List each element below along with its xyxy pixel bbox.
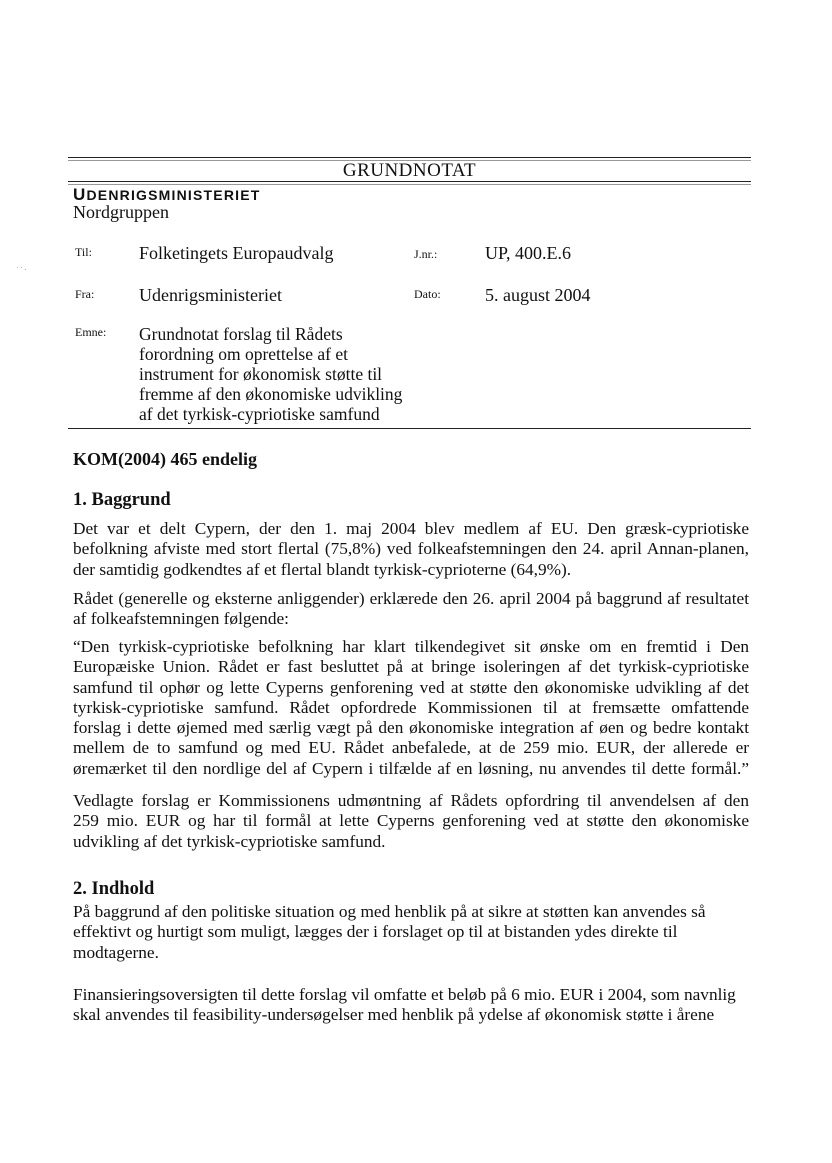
text-line: Det var et delt Cypern, der den 1. maj 2004 blev medlem af EU. Den græsk-cypriotiske <box>73 519 749 538</box>
subject-line: Grundnotat forslag til Rådets <box>139 324 343 344</box>
quote-paragraph <box>73 637 749 779</box>
jnr-label: J.nr.: <box>414 247 438 261</box>
paragraph <box>73 985 749 1026</box>
paragraph <box>73 589 749 630</box>
text-line: Rådet (generelle og eksterne anliggender) erklærede den 26. april 2004 på baggrund af resultatet <box>73 589 749 608</box>
text-line: Europæiske Union. Rådet er fast besluttet på at bringe isoleringen af det tyrkisk-cypriotiske <box>73 657 749 677</box>
text-line: der samtidig godkendtes af et flertal blandt tyrkisk-cyprioterne (64,9%). <box>73 559 572 579</box>
jnr-value: UP, 400.E.6 <box>485 243 572 263</box>
paragraph <box>73 519 749 580</box>
text-line: forslag i dette øjemed med særlig vægt på den økonomiske integration af øen og bedre kontakt <box>73 718 749 738</box>
scan-speck: ˙ ˙ · <box>16 266 27 274</box>
text-line: “Den tyrkisk-cypriotiske befolkning har klart tilkendegivet sit ønske om en fremtid i Den <box>73 637 749 656</box>
text-line: udvikling af det tyrkisk-cypriotiske samfund. <box>73 831 386 851</box>
text-line: effektivt og hurtigt som muligt, lægges der i forslaget op til at bistanden ydes direkte til <box>73 922 678 942</box>
section-heading: 2. Indhold <box>73 879 155 899</box>
paragraph <box>73 791 749 852</box>
subject-line: fremme af den økonomiske udvikling <box>139 384 403 404</box>
header-bottom-rule <box>68 428 751 429</box>
subject-line: instrument for økonomisk støtte til <box>139 364 383 384</box>
text-line: skal anvendes til feasibility-undersøgelser med henblik på ydelse af økonomisk støtte i årene <box>73 1005 715 1025</box>
top-rule <box>68 157 751 158</box>
ministry-name: UDENRIGSMINISTERIET <box>73 185 261 204</box>
to-label: Til: <box>75 245 92 259</box>
to-value: Folketingets Europaudvalg <box>139 243 334 263</box>
text-line: Finansieringsoversigten til dette forslag vil omfatte et beløb på 6 mio. EUR i 2004, som navnlig <box>73 985 736 1004</box>
text-line: befolkning afviste med stort flertal (75,8%) ved folkeafstemningen den 24. april Annan-planen, <box>73 539 749 559</box>
subject-line: af det tyrkisk-cypriotiske samfund <box>139 404 380 424</box>
paragraph <box>73 902 749 963</box>
text-line: øremærket til den nordlige del af Cypern i tilfælde af en løsning, nu anvendes til dette formål.” <box>73 758 749 778</box>
subject-text <box>139 324 429 424</box>
from-value: Udenrigsministeriet <box>139 285 282 305</box>
text-line: 259 mio. EUR og har til formål at lette Cyperns genforening ved at støtte den økonomiske <box>73 811 749 831</box>
text-line: tyrkisk-cypriotiske samfund. Rådet opfordrede Kommissionen til at fremsætte omfattende <box>73 697 749 717</box>
text-line: mellem de to samfund og med EU. Rådet anbefalede, at de 259 mio. EUR, der allerede er <box>73 738 749 758</box>
from-label: Fra: <box>75 287 95 301</box>
text-line: samfund til ophør og lette Cyperns genforening ved at støtte den økonomiske udvikling af det <box>73 677 749 697</box>
section-heading: 1. Baggrund <box>73 490 171 510</box>
text-line: modtagerne. <box>73 942 159 962</box>
department-name: Nordgruppen <box>73 202 169 222</box>
date-value: 5. august 2004 <box>485 285 591 305</box>
subject-line: forordning om oprettelse af et <box>139 344 348 364</box>
text-line: På baggrund af den politiske situation og med henblik på at sikre at støtten kan anvendes så <box>73 902 706 921</box>
text-line: af folkeafstemningen følgende: <box>73 609 289 629</box>
document-title: GRUNDNOTAT <box>342 160 477 181</box>
text-line: Vedlagte forslag er Kommissionens udmøntning af Rådets opfordring til anvendelsen af den <box>73 791 749 810</box>
document-reference: KOM(2004) 465 endelig <box>73 449 257 469</box>
title-underline <box>68 181 751 182</box>
subject-label: Emne: <box>75 325 107 339</box>
date-label: Dato: <box>414 287 441 301</box>
